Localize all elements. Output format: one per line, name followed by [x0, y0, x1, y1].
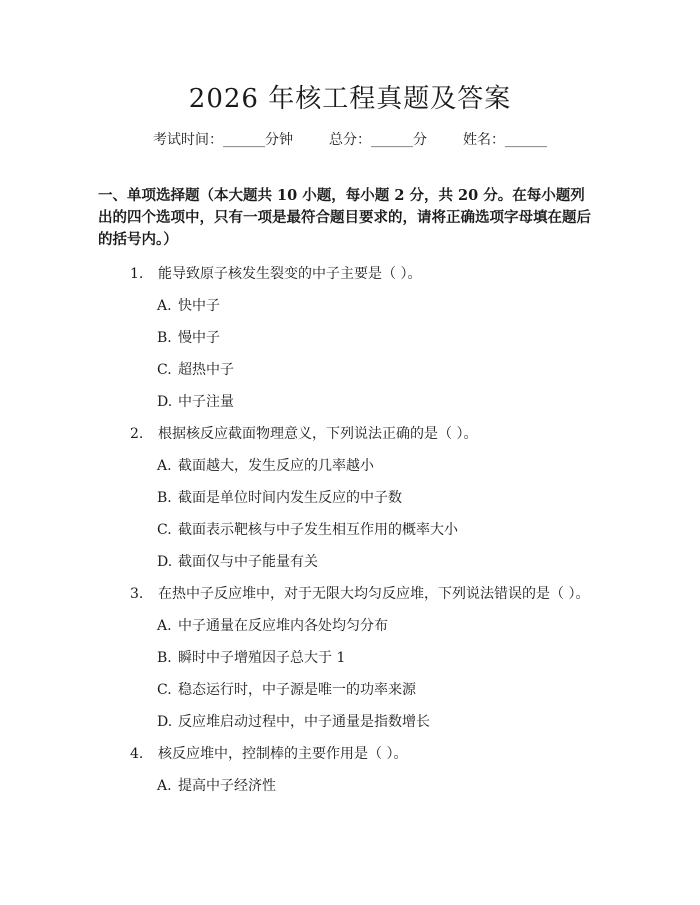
option-1-d [0, 386, 700, 418]
option-letter: C. [157, 682, 172, 698]
question-text: 能导致原子核发生裂变的中子主要是（ ）。 [158, 266, 422, 282]
option-text: 截面是单位时间内发生反应的中子数 [178, 490, 402, 506]
option-letter: C. [157, 362, 172, 378]
option-text: 提高中子经济性 [178, 778, 276, 794]
question-list [0, 258, 700, 802]
question-4 [0, 738, 700, 770]
option-text: 截面越大，发生反应的几率越小 [178, 458, 374, 474]
option-text: 中子通量在反应堆内各处均匀分布 [178, 618, 388, 634]
option-letter: B. [157, 330, 172, 346]
option-text: 截面表示靶核与中子发生相互作用的概率大小 [178, 522, 458, 538]
option-text: 超热中子 [178, 362, 234, 378]
option-2-d [0, 546, 700, 578]
option-letter: C. [157, 522, 172, 538]
question-number: 2. [130, 426, 144, 442]
name-field: 姓名：______ [463, 132, 547, 148]
option-letter: D. [157, 394, 173, 410]
option-1-a [0, 290, 700, 322]
page-title: 2026 年核工程真题及答案 [188, 84, 512, 114]
exam-info-line [0, 130, 700, 150]
option-text: 中子注量 [178, 394, 234, 410]
option-letter: B. [157, 650, 172, 666]
option-letter: D. [157, 714, 173, 730]
option-3-d [0, 706, 700, 738]
question-number: 4. [130, 746, 144, 762]
option-text: 稳态运行时，中子源是唯一的功率来源 [178, 682, 416, 698]
option-2-b [0, 482, 700, 514]
option-2-a [0, 450, 700, 482]
option-1-c [0, 354, 700, 386]
question-number: 1. [130, 266, 144, 282]
option-text: 反应堆启动过程中，中子通量是指数增长 [178, 714, 430, 730]
option-letter: A. [157, 778, 172, 794]
question-2 [0, 418, 700, 450]
option-3-c [0, 674, 700, 706]
option-text: 瞬时中子增殖因子总大于 1 [178, 650, 346, 666]
question-3 [0, 578, 700, 610]
question-1 [0, 258, 700, 290]
option-letter: A. [157, 458, 172, 474]
option-text: 慢中子 [178, 330, 220, 346]
question-number: 3. [130, 586, 144, 602]
option-1-b [0, 322, 700, 354]
option-text: 快中子 [178, 298, 220, 314]
option-letter: D. [157, 554, 173, 570]
option-letter: A. [157, 298, 172, 314]
option-text: 截面仅与中子能量有关 [178, 554, 318, 570]
question-text: 根据核反应截面物理意义，下列说法正确的是（ ）。 [158, 426, 478, 442]
option-3-b [0, 642, 700, 674]
option-3-a [0, 610, 700, 642]
option-letter: B. [157, 490, 172, 506]
exam-time-field: 考试时间：______分钟 [153, 132, 293, 148]
option-letter: A. [157, 618, 172, 634]
question-text: 核反应堆中，控制棒的主要作用是（ ）。 [158, 746, 408, 762]
section-heading: 一、单项选择题（本大题共 10 小题，每小题 2 分，共 20 分。在每小题列出的四个选项中，只有一项是最符合题目要求的，请将正确选项字母填在题后的括号内。） [98, 187, 591, 248]
total-score-field: 总分：______分 [329, 132, 427, 148]
option-2-c [0, 514, 700, 546]
option-4-a [0, 770, 700, 802]
question-text: 在热中子反应堆中，对于无限大均匀反应堆，下列说法错误的是（ ）。 [158, 586, 590, 602]
